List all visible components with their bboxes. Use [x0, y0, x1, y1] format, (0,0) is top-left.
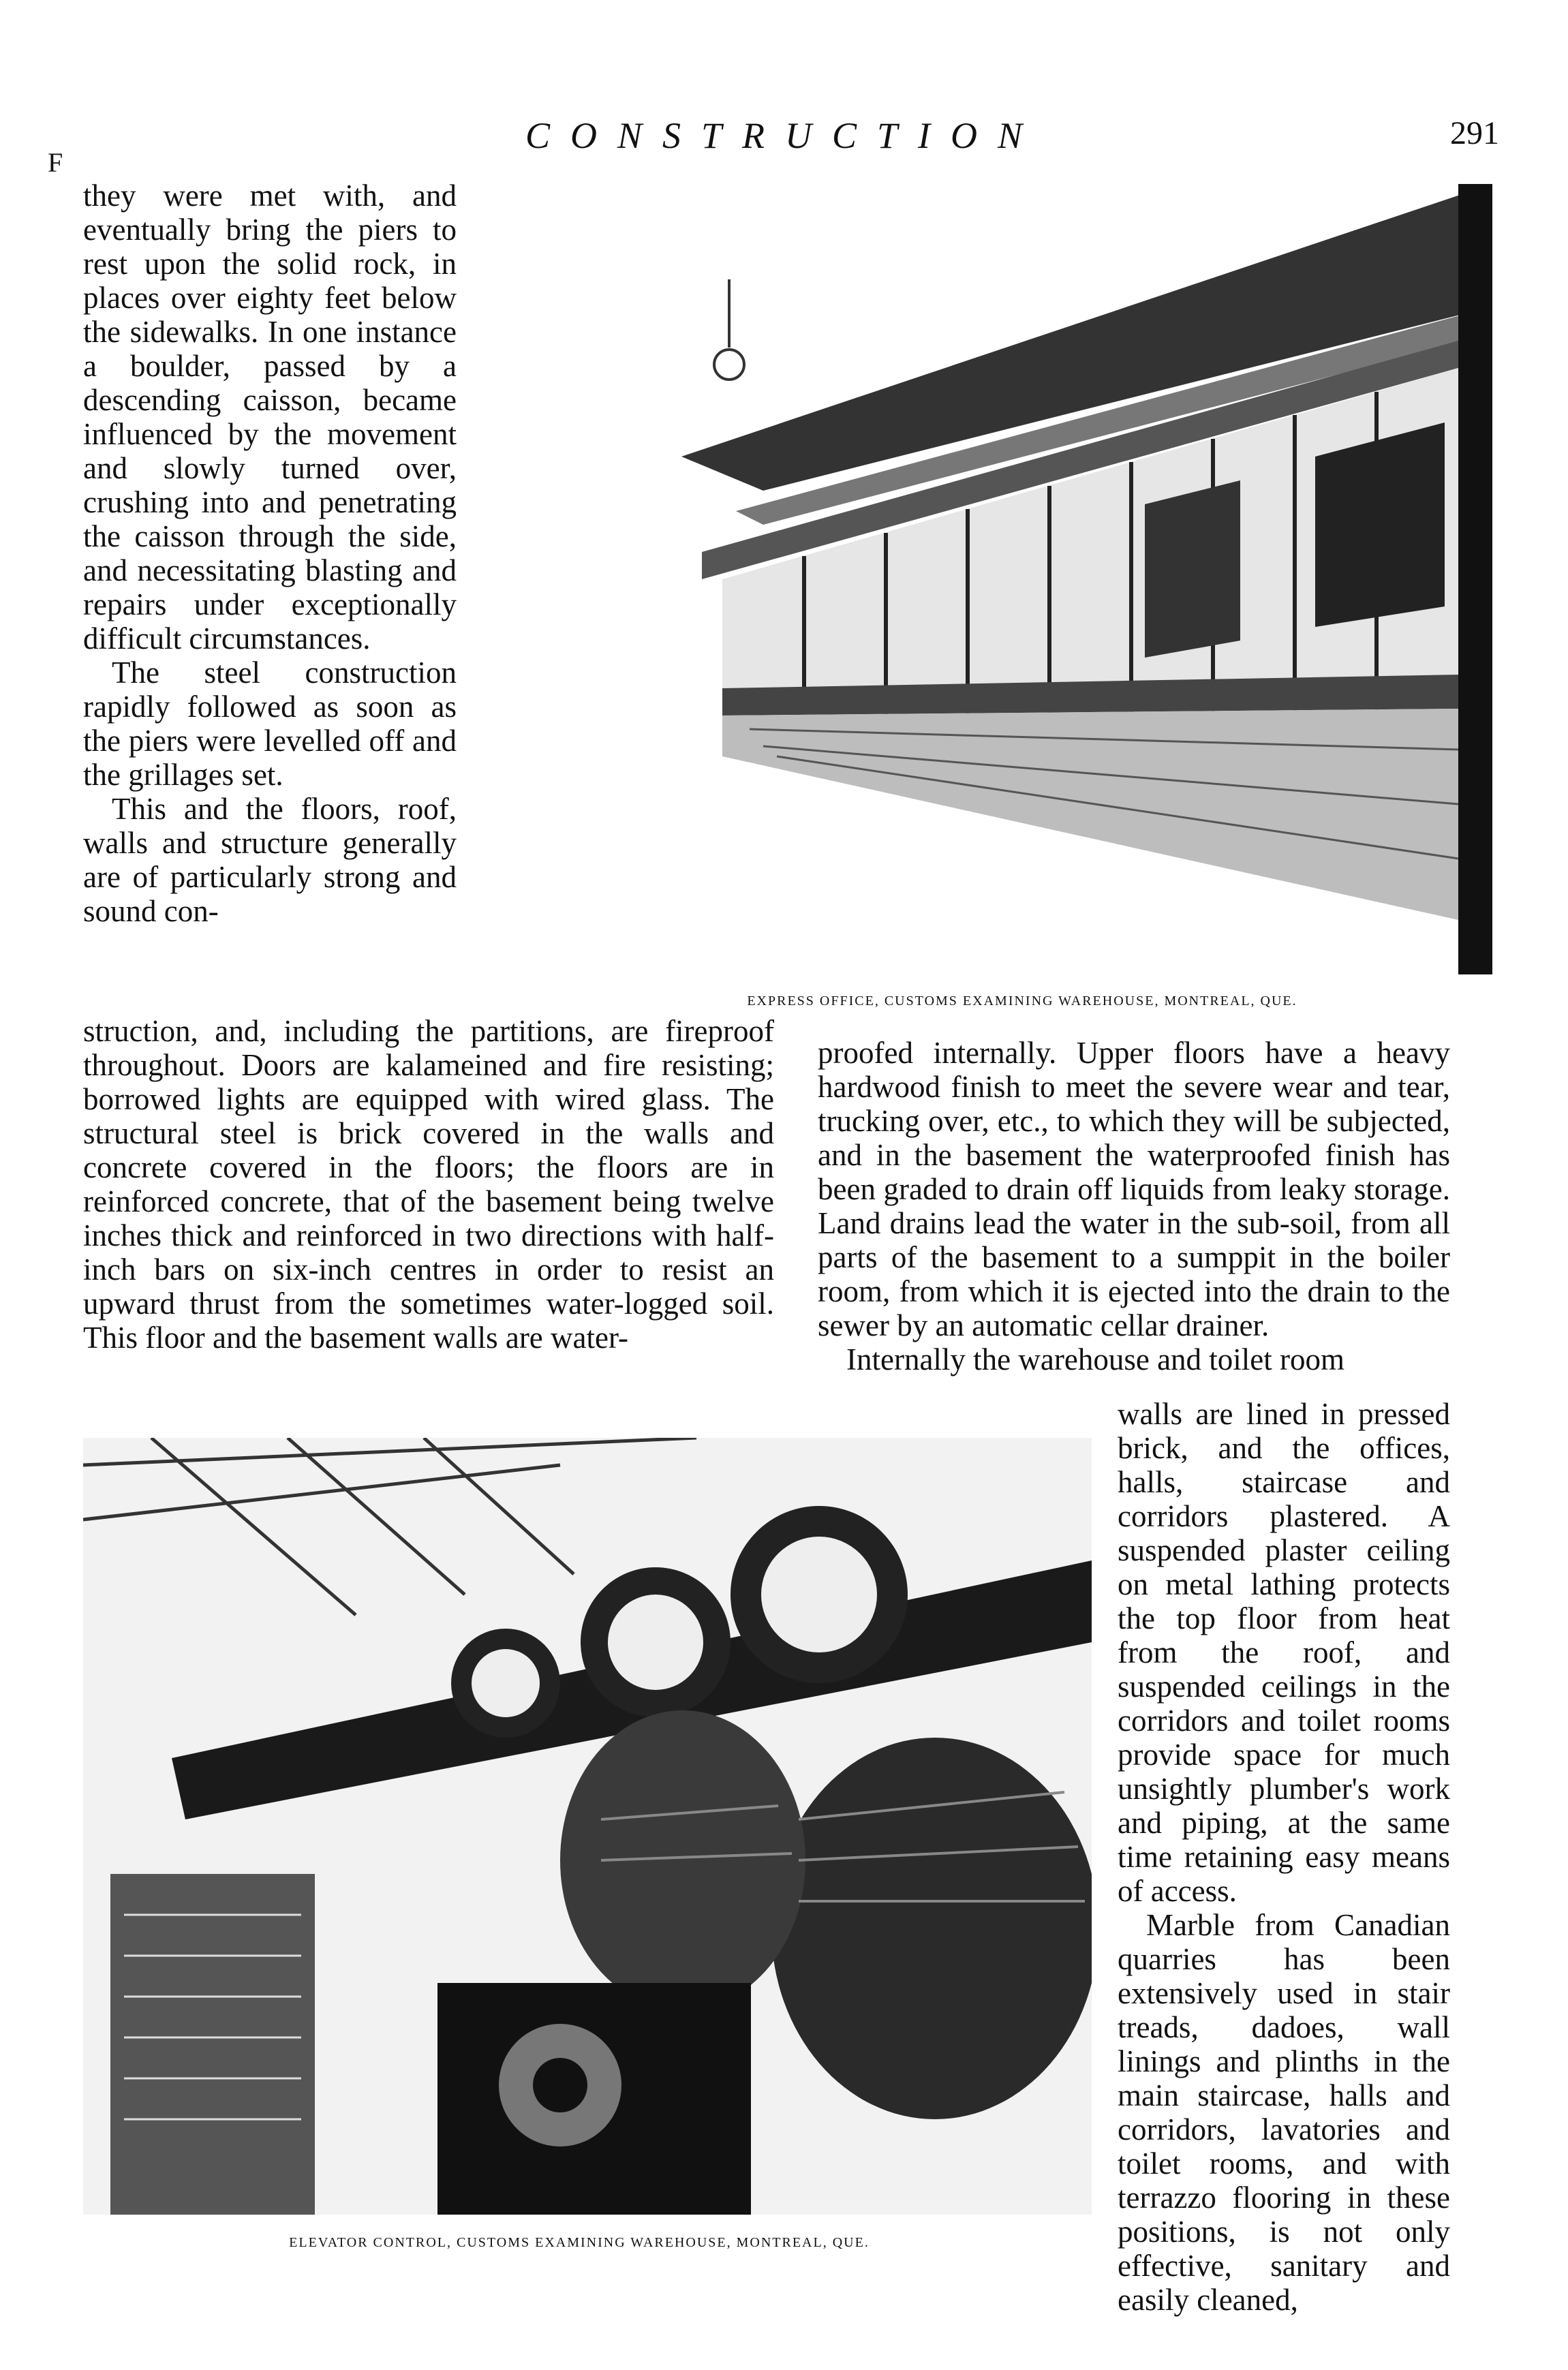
elevator-control-caption: ELEVATOR CONTROL, CUSTOMS EXAMINING WAREHOUSE, MONTREAL, QUE. — [289, 2235, 870, 2250]
right-column-top — [818, 1036, 1450, 1376]
paragraph-steel: The steel construction rapidly followed as soon as the piers were levelled off and the grillages set. — [83, 656, 457, 792]
running-title: CONSTRUCTION — [525, 115, 1043, 156]
express-office-caption: EXPRESS OFFICE, CUSTOMS EXAMINING WAREHOUSE, MONTREAL, QUE. — [747, 994, 1297, 1009]
paragraph-waterproofing: proofed internally. Upper floors have a heavy hardwood finish to meet the severe wear and tear, trucking over, etc., to which they will be subjected, and in the basement the waterproofed finish has been graded to drain off liquids from leaky storage. Land drains lead the water in the sub-soil, from all parts of the basement to a sumppit in the boiler room, from which it is ejected into the drain to the sewer by an automatic cellar drainer. — [818, 1036, 1450, 1342]
paragraph-interior-start: Internally the warehouse and toilet room — [846, 1342, 1345, 1376]
express-office-photo — [477, 170, 1492, 974]
paragraph-floors-start: This and the floors, roof, walls and structure generally are of particularly strong and sound con- — [83, 792, 457, 928]
page-number: 291 — [1450, 115, 1499, 151]
elevator-control-photo — [83, 1438, 1092, 2215]
left-column-top — [83, 179, 457, 928]
express-office-illustration — [477, 170, 1492, 974]
paragraph-fireproof: struction, and, including the partitions, are fireproof throughout. Doors are kalameined and fire resisting; borrowed lights are equipped with wired glass. The structural steel is brick covered in the walls and concrete covered in the floors; the floors are in reinforced concrete, that of the basement being twelve inches thick and reinforced in two directions with half-inch bars on six-inch centres in order to resist an upward thrust from the sometimes water-logged soil. This floor and the basement walls are water- — [83, 1014, 774, 1355]
right-column-bottom — [1118, 1397, 1450, 2317]
left-column-bottom — [83, 1014, 774, 1355]
corner-mark: F — [48, 147, 63, 178]
elevator-control-illustration — [83, 1438, 1092, 2215]
paragraph-marble: Marble from Canadian quarries has been extensively used in stair treads, dadoes, wall linings and plinths in the main staircase, halls and corridors, lavatories and toilet rooms, and with terrazzo flooring in these positions, is not only effective, sanitary and easily cleaned, — [1118, 1908, 1450, 2317]
paragraph-caissons: they were met with, and eventually bring the piers to rest upon the solid rock, in places over eighty feet below the sidewalks. In one instance a boulder, passed by a descending caisson, became influenced by the movement and slowly turned over, crushing into and penetrating the caisson through the side, and necessitating blasting and repairs under exceptionally difficult circumstances. — [83, 179, 457, 656]
paragraph-interior: walls are lined in pressed brick, and the offices, halls, staircase and corridors plastered. A suspended plaster ceiling on metal lathing protects the top floor from heat from the roof, and suspended ceilings in the corridors and toilet rooms provide space for much unsightly plumber's work and piping, at the same time retaining easy means of access. — [1118, 1397, 1450, 1908]
